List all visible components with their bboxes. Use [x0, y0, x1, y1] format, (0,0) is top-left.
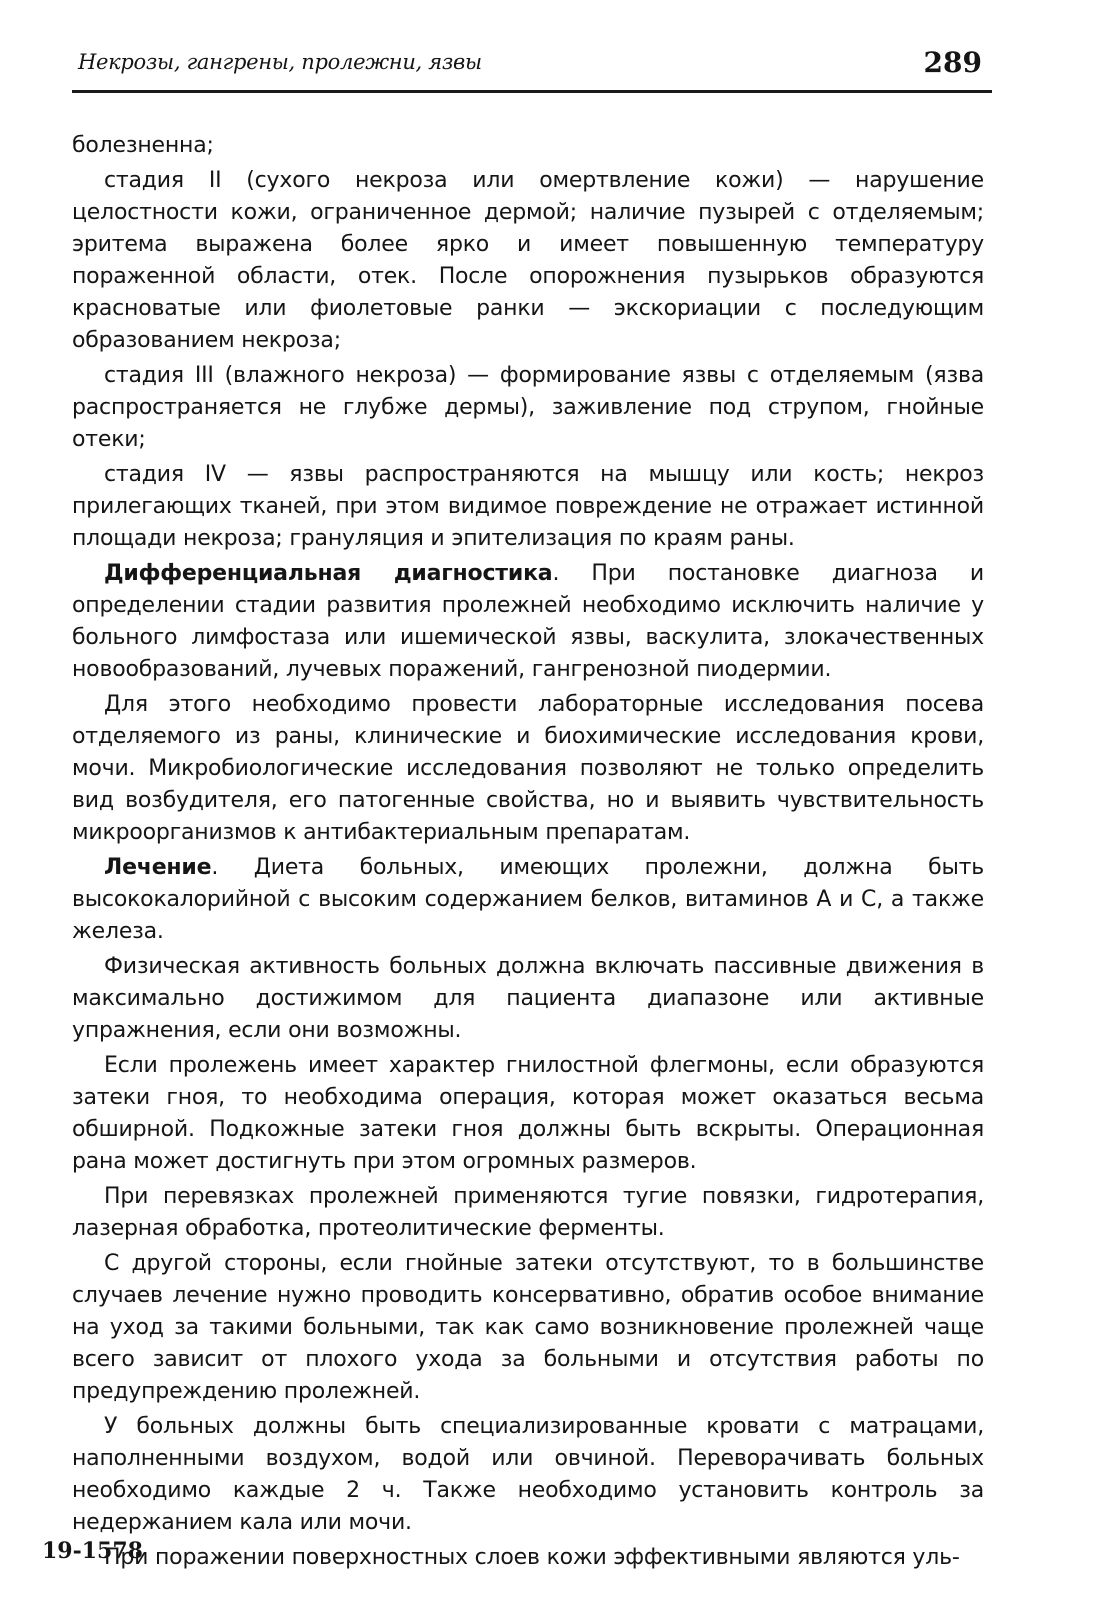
paragraph: У больных должны быть специализированные кровати с матрацами, наполненными воздухом, водой или овчиной. Переворачивать больных необходимо каждые 2 ч. Также необходимо установить контроль за недержанием кала или мочи. — [72, 1414, 984, 1535]
paragraph: При поражении поверхностных слоев кожи эффективными являются уль- — [104, 1545, 960, 1570]
section-heading: Лечение — [104, 855, 212, 880]
body-text — [72, 130, 984, 1577]
paragraph-differential-diagnosis: Дифференциальная диагностика. При постановке диагноза и определении стадии развития пролежней необходимо исключить наличие у больного лимфостаза или ишемической язвы, васкулита, злокачественных новообразований, лучевых поражений, гангренозной пиодермии. — [72, 561, 984, 682]
printer-signature: 19-1578 — [42, 1538, 143, 1564]
section-heading: Дифференциальная диагностика — [104, 561, 553, 586]
paragraph: С другой стороны, если гнойные затеки отсутствуют, то в большинстве случаев лечение нужно проводить консервативно, обратив особое внимание на уход за такими больными, так как само возникновение пролежней чаще всего зависит от плохого ухода за больными и отсутствия работы по предупреждению пролежней. — [72, 1251, 984, 1404]
paragraph: болезненна; — [72, 133, 214, 158]
paragraph: стадия IV — язвы распространяются на мышцу или кость; некроз прилегающих тканей, при этом видимое повреждение не отражает истинной площади некроза; грануляция и эпителизация по краям раны. — [72, 462, 984, 551]
paragraph-treatment: Лечение. Диета больных, имеющих пролежни, должна быть высококалорийной с высоким содержанием белков, витаминов А и С, а также железа. — [72, 855, 984, 944]
paragraph: стадия III (влажного некроза) — формирование язвы с отделяемым (язва распространяется не глубже дермы), заживление под струпом, гнойные отеки; — [72, 363, 984, 452]
paragraph: стадия II (сухого некроза или омертвление кожи) — нарушение целостности кожи, ограниченное дермой; наличие пузырей с отделяемым; эритема выражена более ярко и имеет повышенную температуру пораженной области, отек. После опорожнения пузырьков образуются красноватые или фиолетовые ранки — экскориации с последующим образованием некроза; — [72, 168, 984, 353]
paragraph: Если пролежень имеет характер гнилостной флегмоны, если образуются затеки гноя, то необходима операция, которая может оказаться весьма обширной. Подкожные затеки гноя должны быть вскрыты. Операционная рана может достигнуть при этом огромных размеров. — [72, 1053, 984, 1174]
page-header — [72, 44, 992, 93]
page-number: 289 — [923, 46, 982, 79]
paragraph: При перевязках пролежней применяются тугие повязки, гидротерапия, лазерная обработка, протеолитические ферменты. — [72, 1184, 984, 1241]
paragraph: Для этого необходимо провести лабораторные исследования посева отделяемого из раны, клинические и биохимические исследования крови, мочи. Микробиологические исследования позволяют не только определить вид возбудителя, его патогенные свойства, но и выявить чувствительность микроорганизмов к антибактериальным препаратам. — [72, 692, 984, 845]
running-title: Некрозы, гангрены, пролежни, язвы — [78, 50, 482, 74]
paragraph: Физическая активность больных должна включать пассивные движения в максимально достижимом для пациента диапазоне или активные упражнения, если они возможны. — [72, 954, 984, 1043]
